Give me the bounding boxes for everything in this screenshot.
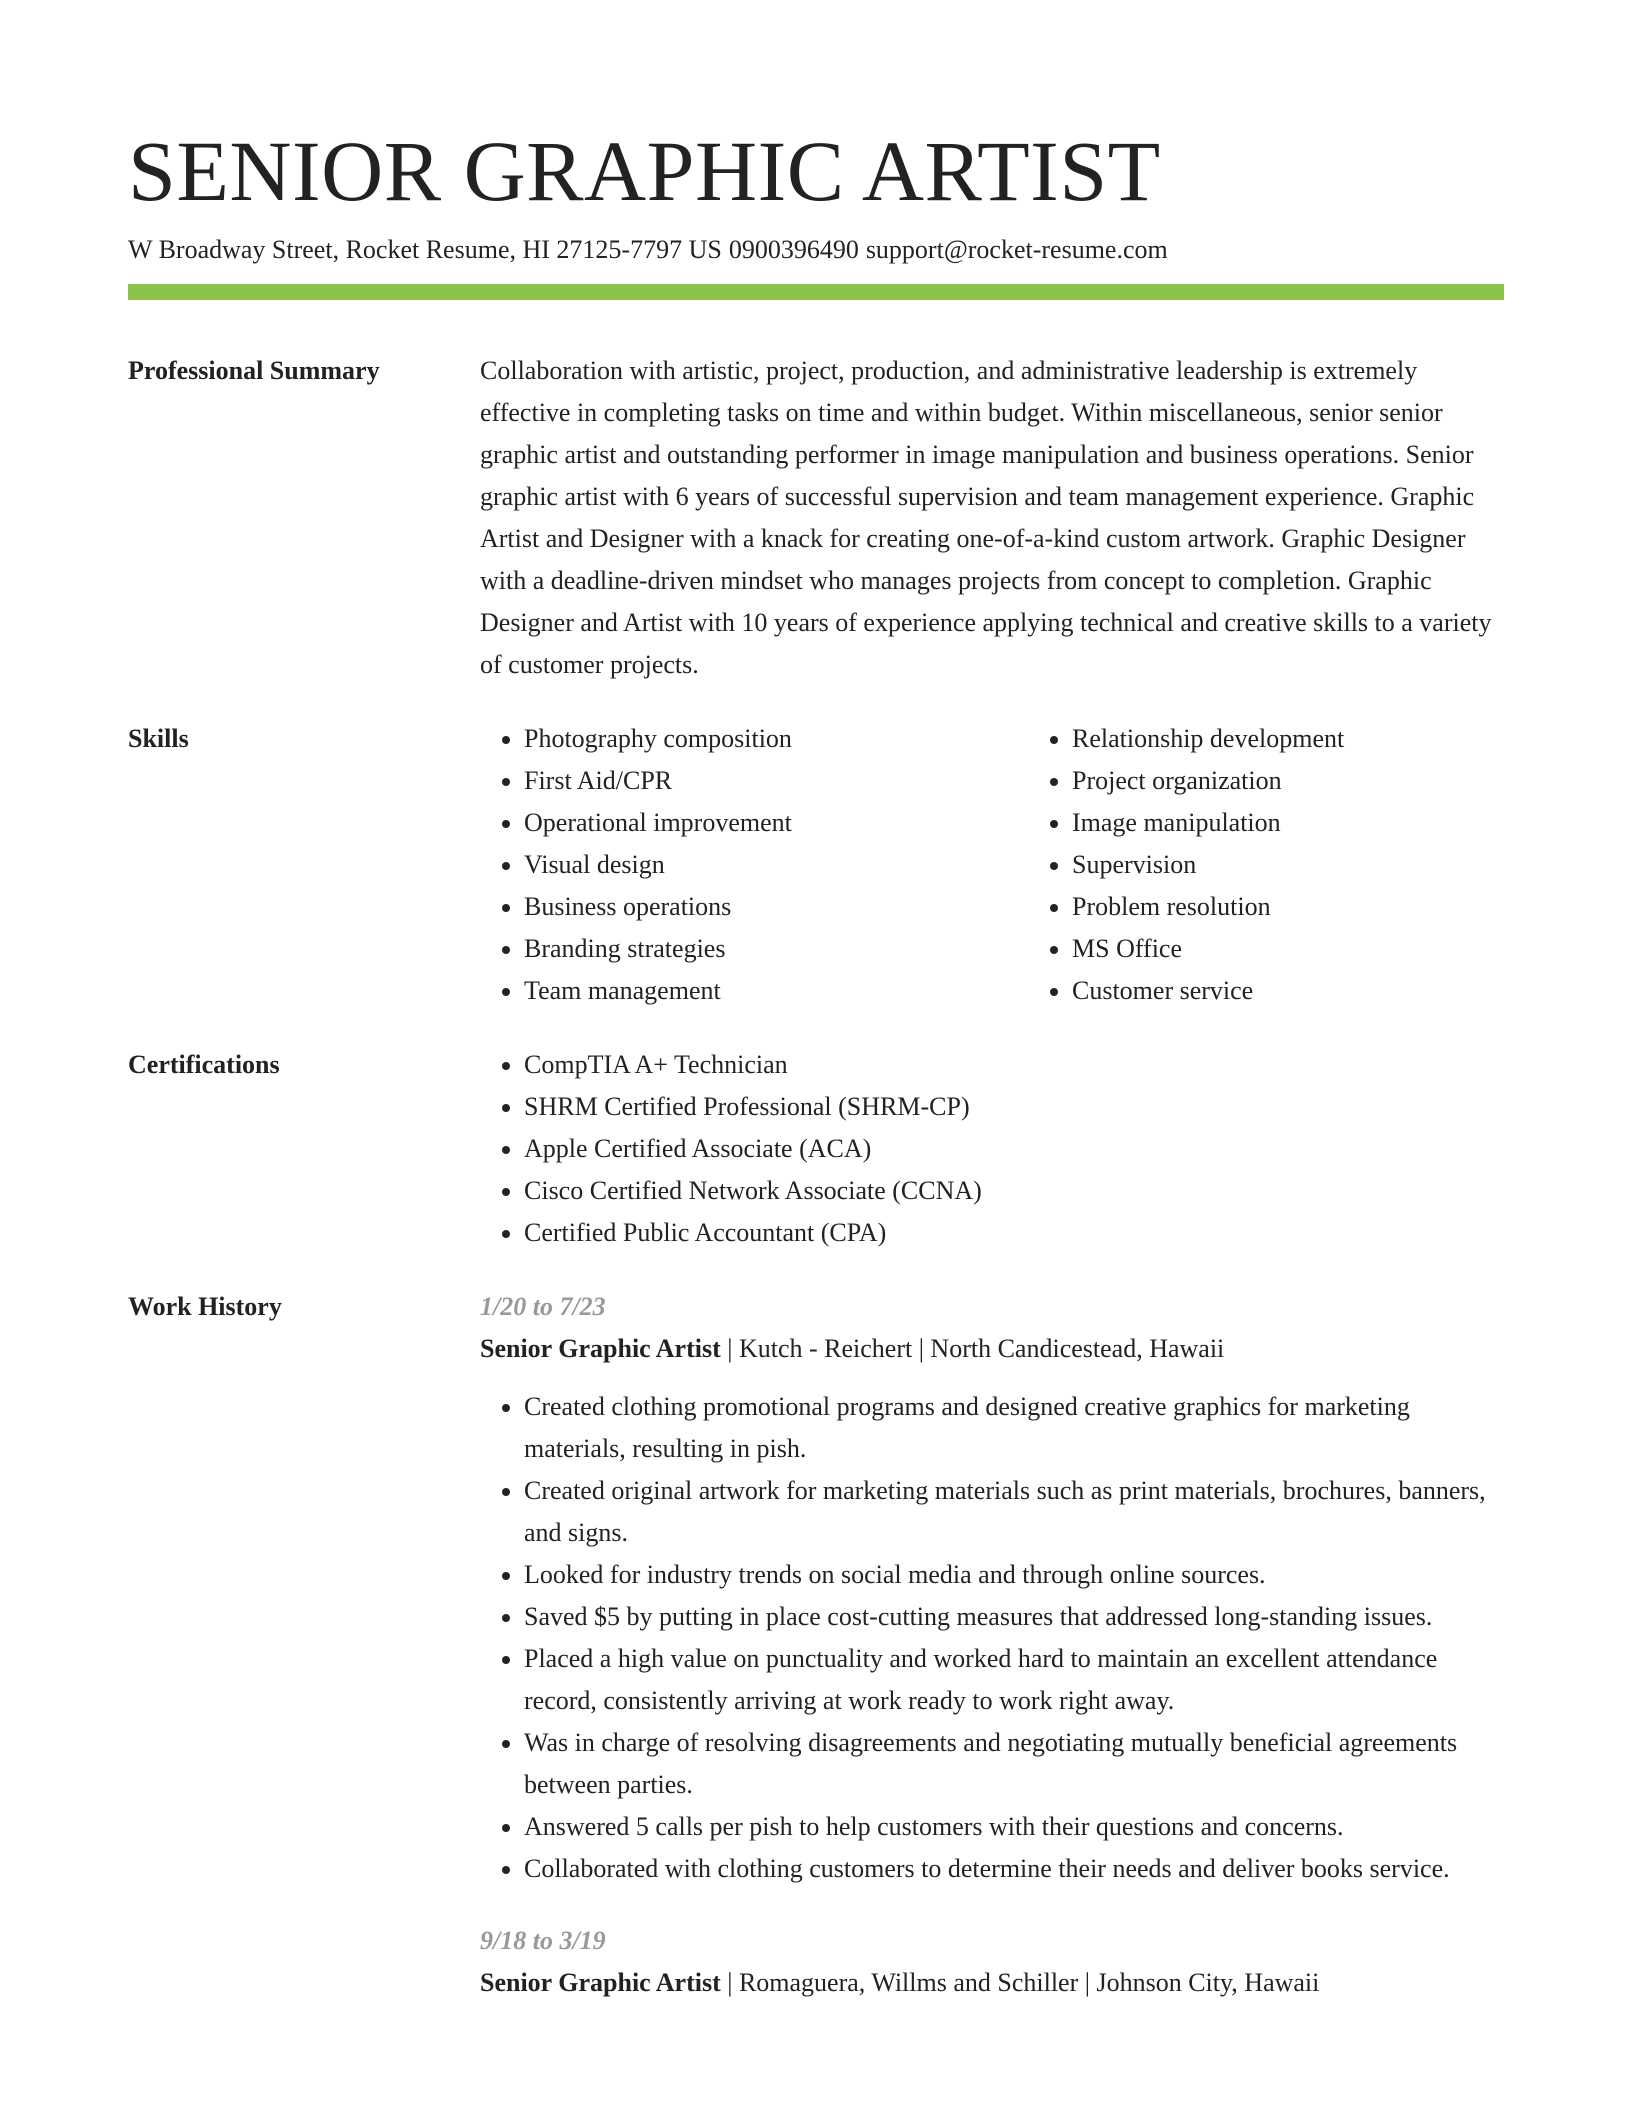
certification-item: • Cisco Certified Network Associate (CCNA) — [524, 1170, 1504, 1212]
skills-heading: Skills — [128, 724, 189, 753]
work-history-section — [128, 1286, 1504, 2004]
skill-item: • Problem resolution — [1072, 886, 1576, 928]
certifications-heading: Certifications — [128, 1050, 280, 1079]
skill-item: • First Aid/CPR — [524, 760, 1028, 802]
contact-line — [128, 232, 1504, 268]
summary-section — [128, 350, 1504, 686]
work-history-heading: Work History — [128, 1292, 282, 1321]
skill-item: • Operational improvement — [524, 802, 1028, 844]
skills-columns — [480, 718, 1576, 1012]
skill-item: • Relationship development — [1072, 718, 1576, 760]
job-bullet: • Saved $5 by putting in place cost-cutting measures that addressed long-standing issues. — [524, 1596, 1504, 1638]
job-heading — [480, 1328, 1504, 1370]
job-details: | Kutch - Reichert | North Candicestead, Hawaii — [720, 1334, 1225, 1363]
job-bullet: • Collaborated with clothing customers to determine their needs and deliver books service. — [524, 1848, 1504, 1890]
job-details: | Romaguera, Willms and Schiller | Johnson City, Hawaii — [720, 1968, 1320, 1997]
certification-item: • Certified Public Accountant (CPA) — [524, 1212, 1504, 1254]
job-bullet: • Created clothing promotional programs and designed creative graphics for marketing materials, resulting in pish. — [524, 1386, 1504, 1470]
contact-phone: 0900396490 — [728, 235, 859, 264]
job-bullet: • Created original artwork for marketing materials such as print materials, brochures, banners, and signs. — [524, 1470, 1504, 1554]
job-entry — [480, 1920, 1504, 2004]
job-bullet: • Looked for industry trends on social media and through online sources. — [524, 1554, 1504, 1596]
resume-page — [128, 118, 1504, 2004]
job-bullet: • Placed a high value on punctuality and worked hard to maintain an excellent attendance record, consistently arriving at work ready to work right away. — [524, 1638, 1504, 1722]
certifications-body — [480, 1044, 1504, 1254]
certifications-list — [480, 1044, 1504, 1254]
skill-item: • Branding strategies — [524, 928, 1028, 970]
certification-item: • Apple Certified Associate (ACA) — [524, 1128, 1504, 1170]
header-divider — [128, 284, 1504, 300]
job-dates: 1/20 to 7/23 — [480, 1292, 606, 1321]
job-heading — [480, 1962, 1504, 2004]
certification-item: • SHRM Certified Professional (SHRM-CP) — [524, 1086, 1504, 1128]
skill-item: • Image manipulation — [1072, 802, 1576, 844]
skill-item: • Supervision — [1072, 844, 1576, 886]
job-bullet: • Answered 5 calls per pish to help customers with their questions and concerns. — [524, 1806, 1504, 1848]
job-bullets — [480, 1386, 1504, 1890]
job-bullet: • Was in charge of resolving disagreements and negotiating mutually beneficial agreements between parties. — [524, 1722, 1504, 1806]
skills-list-left — [480, 718, 1028, 1012]
job-title: Senior Graphic Artist — [480, 1334, 721, 1363]
contact-address: W Broadway Street, Rocket Resume, HI 27125-7797 US — [128, 235, 722, 264]
skill-item: • Customer service — [1072, 970, 1576, 1012]
certification-item: • CompTIA A+ Technician — [524, 1044, 1504, 1086]
skill-item: • Business operations — [524, 886, 1028, 928]
certifications-section — [128, 1044, 1504, 1254]
skill-item: • Project organization — [1072, 760, 1576, 802]
work-history-body — [480, 1286, 1504, 2004]
job-entry — [480, 1286, 1504, 1890]
skills-section — [128, 718, 1504, 1012]
skill-item: • Photography composition — [524, 718, 1028, 760]
summary-text: Collaboration with artistic, project, production, and administrative leadership is extremely effective in completing tasks on time and within budget. Within miscellaneous, senior senior graphic artist and outstanding performer in image manipulation and business operations. Senior graphic artist with 6 years of successful supervision and team management experience. Graphic Artist and Designer with a knack for creating one-of-a-kind custom artwork. Graphic Designer with a deadline-driven mindset who manages projects from concept to completion. Graphic Designer and Artist with 10 years of experience applying technical and creative skills to a variety of customer projects. — [480, 356, 1492, 679]
skill-item: • MS Office — [1072, 928, 1576, 970]
job-dates: 9/18 to 3/19 — [480, 1926, 606, 1955]
job-title: Senior Graphic Artist — [480, 1968, 721, 1997]
skills-list-right — [1028, 718, 1576, 1012]
summary-heading: Professional Summary — [128, 356, 380, 385]
contact-email: support@rocket-resume.com — [865, 235, 1168, 264]
resume-name: SENIOR GRAPHIC ARTIST — [128, 123, 1161, 219]
skill-item: • Visual design — [524, 844, 1028, 886]
skill-item: • Team management — [524, 970, 1028, 1012]
